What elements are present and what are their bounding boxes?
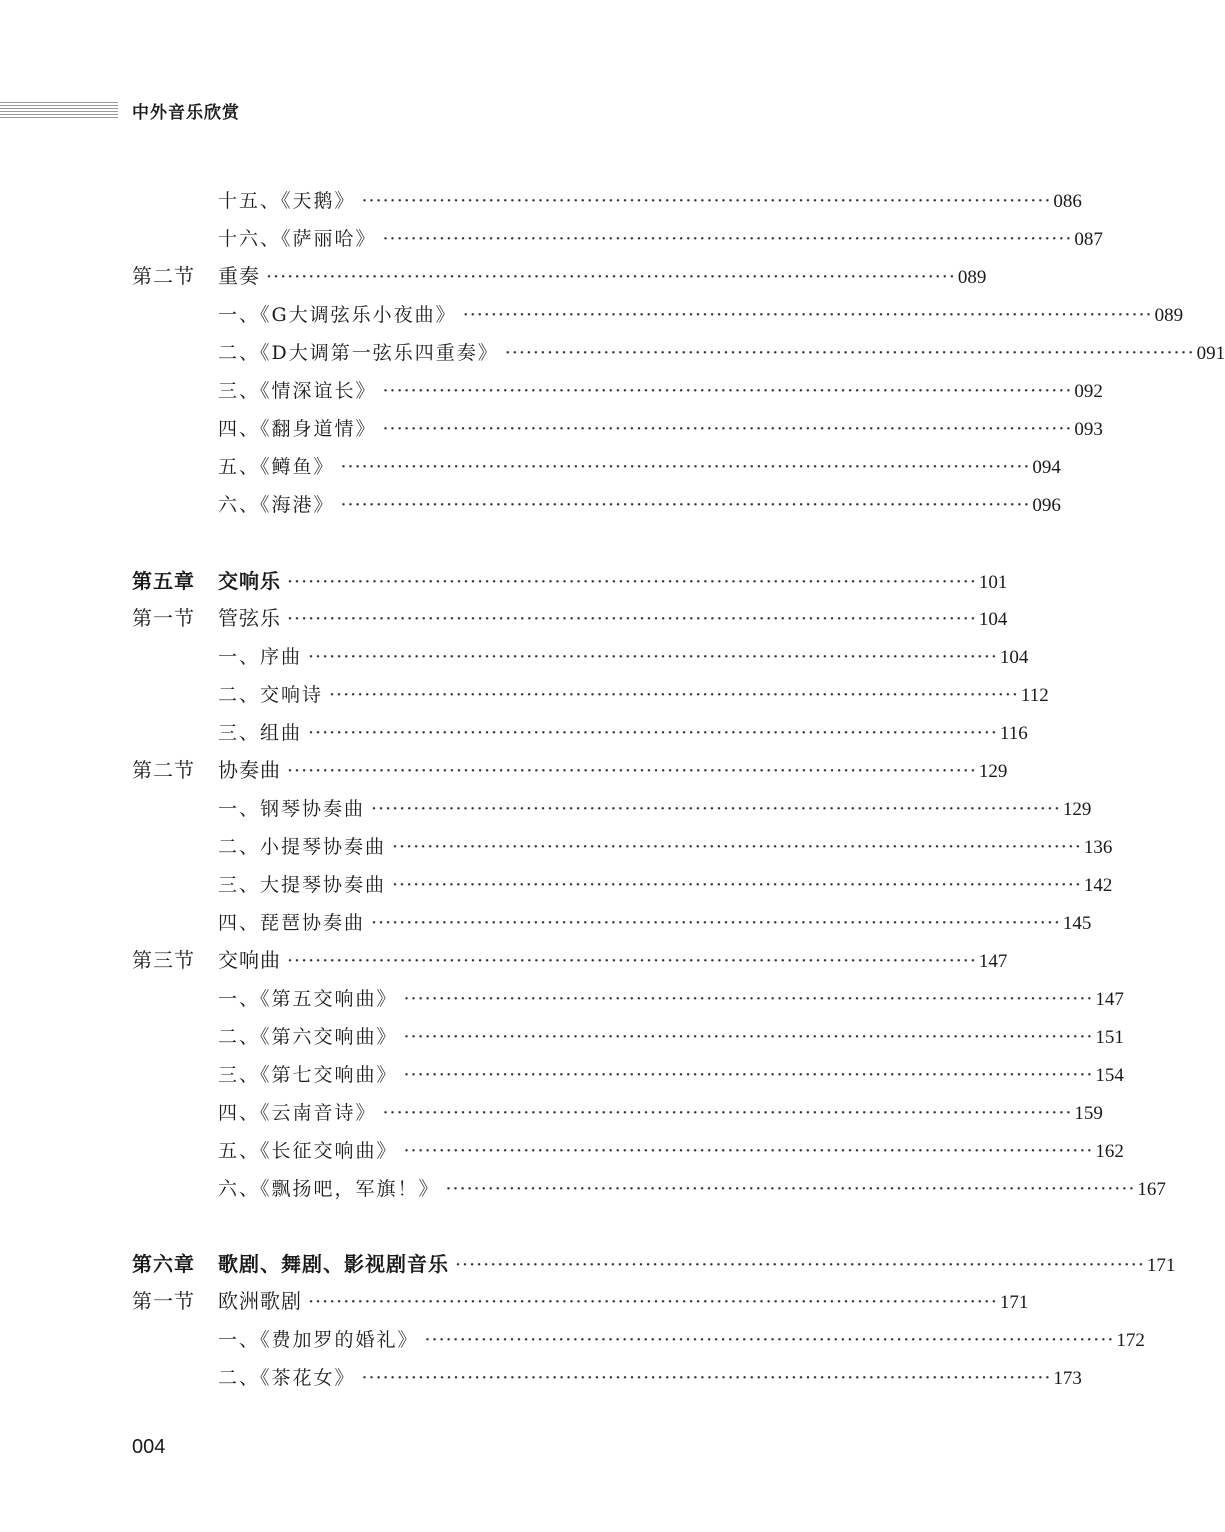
toc-entry-page: 087 — [1074, 229, 1103, 250]
toc-entry-title: 二、《茶花女》 — [218, 1367, 356, 1389]
dot-leader: ·································································································· — [455, 1254, 1145, 1276]
page-number: 004 — [132, 1436, 166, 1458]
running-header-title: 中外音乐欣赏 — [132, 103, 240, 123]
toc-entry-label: 第六章 — [132, 1252, 195, 1276]
toc-entry-label: 第一节 — [132, 608, 195, 630]
toc-entry — [0, 562, 1100, 600]
toc-entry — [0, 258, 1100, 296]
toc-entry — [0, 296, 1184, 334]
toc-entry-title: 三、《情深谊长》 — [218, 380, 377, 402]
toc-entry-page: 147 — [978, 951, 1008, 972]
dot-leader: ·································································································· — [361, 190, 1052, 212]
toc-entry-page: 136 — [1083, 837, 1113, 858]
dot-leader: ·································································································· — [462, 304, 1153, 326]
dot-leader: ·································································································· — [382, 1102, 1073, 1124]
dot-leader: ·································································································· — [382, 228, 1073, 250]
toc-entry — [0, 790, 1100, 828]
toc-entry-page: 129 — [1062, 799, 1092, 820]
toc-entry — [0, 1245, 1176, 1283]
toc-entry — [0, 1283, 1100, 1321]
toc-entry-title: 三、大提琴协奏曲 — [218, 874, 387, 896]
toc-entry-page: 171 — [999, 1292, 1029, 1313]
toc-entry-title: 交响曲 — [218, 950, 281, 972]
toc-entry-page: 094 — [1032, 457, 1061, 478]
dot-leader: ·································································································· — [266, 266, 956, 288]
toc-entry-label: 第二节 — [132, 266, 195, 288]
dot-leader: ·································································································· — [424, 1329, 1115, 1351]
toc-entry-page: 086 — [1053, 191, 1082, 212]
dot-leader: ·································································································· — [403, 1140, 1094, 1162]
toc-entry-title: 交响乐 — [218, 569, 281, 593]
toc-entry-page: 093 — [1074, 419, 1103, 440]
toc-entry — [0, 904, 1100, 942]
toc-entry-title: 六、《海港》 — [218, 494, 335, 516]
toc-entry-page: 116 — [999, 723, 1028, 744]
toc-entry — [0, 676, 1100, 714]
toc-entry-page: 167 — [1137, 1179, 1166, 1200]
dot-leader: ·································································································· — [382, 380, 1073, 402]
dot-leader: ·································································································· — [382, 418, 1073, 440]
toc-entry-page: 173 — [1053, 1368, 1082, 1389]
toc-entry — [0, 334, 1225, 372]
dot-leader: ·································································································· — [329, 684, 1019, 706]
toc-entry-page: 089 — [1154, 305, 1184, 326]
dot-leader: ·································································································· — [371, 798, 1061, 820]
toc-entry-title: 二、《D大调第一弦乐四重奏》 — [218, 342, 499, 364]
toc-entry-page: 171 — [1146, 1255, 1176, 1276]
dot-leader: ·································································································· — [308, 722, 998, 744]
toc-entry-title: 三、《第七交响曲》 — [218, 1064, 398, 1086]
toc-entry-page: 101 — [978, 572, 1008, 593]
toc-entry-page: 104 — [978, 609, 1008, 630]
toc-entry-title: 一、序曲 — [218, 646, 303, 668]
toc-entry — [0, 1018, 1124, 1056]
toc-entry-page: 089 — [957, 267, 987, 288]
dot-leader: ·································································································· — [403, 988, 1094, 1010]
toc-entry-title: 五、《鳟鱼》 — [218, 456, 335, 478]
toc-entry-page: 091 — [1196, 343, 1225, 364]
toc-entry-title: 四、《云南音诗》 — [218, 1102, 377, 1124]
toc-entry — [0, 1321, 1145, 1359]
toc-entry — [0, 448, 1100, 486]
toc-entry-title: 四、《翻身道情》 — [218, 418, 377, 440]
toc-entry-page: 172 — [1116, 1330, 1145, 1351]
toc-entry-page: 154 — [1095, 1065, 1124, 1086]
toc-entry — [0, 942, 1100, 980]
toc-entry — [0, 1094, 1103, 1132]
toc-entry-page: 096 — [1032, 495, 1061, 516]
toc-entry-page: 159 — [1074, 1103, 1103, 1124]
dot-leader: ·································································································· — [340, 494, 1031, 516]
toc-entry-title: 二、交响诗 — [218, 684, 324, 706]
toc-entry-page: 112 — [1020, 685, 1049, 706]
toc-entry-page: 151 — [1095, 1027, 1124, 1048]
dot-leader: ·································································································· — [392, 836, 1082, 858]
toc-entry — [0, 638, 1100, 676]
toc-entry — [0, 752, 1100, 790]
toc-entry-page: 092 — [1074, 381, 1103, 402]
toc-entry-title: 欧洲歌剧 — [218, 1291, 302, 1313]
dot-leader: ·································································································· — [392, 874, 1082, 896]
toc-entry-title: 十六、《萨丽哈》 — [218, 228, 377, 250]
toc-entry-title: 三、组曲 — [218, 722, 303, 744]
toc-entry — [0, 410, 1103, 448]
toc-entry — [0, 828, 1113, 866]
toc-entry-label: 第五章 — [132, 569, 195, 593]
toc-entry-page: 104 — [999, 647, 1029, 668]
dot-leader: ·································································································· — [361, 1367, 1052, 1389]
toc-entry-page: 145 — [1062, 913, 1092, 934]
dot-leader: ·································································································· — [287, 950, 977, 972]
dot-leader: ·································································································· — [403, 1026, 1094, 1048]
toc-entry-title: 管弦乐 — [218, 608, 281, 630]
toc-entry-title: 一、《费加罗的婚礼》 — [218, 1329, 419, 1351]
toc-entry — [0, 1359, 1100, 1397]
toc-entry — [0, 182, 1100, 220]
toc-entry-page: 129 — [978, 761, 1008, 782]
toc-entry-label: 第三节 — [132, 950, 195, 972]
toc-entry-title: 十五、《天鹅》 — [218, 190, 356, 212]
dot-leader: ·································································································· — [308, 1291, 998, 1313]
toc-entry-title: 二、小提琴协奏曲 — [218, 836, 387, 858]
dot-leader: ·································································································· — [308, 646, 998, 668]
dot-leader: ·································································································· — [340, 456, 1031, 478]
toc-entry — [0, 714, 1100, 752]
toc-entry-page: 162 — [1095, 1141, 1124, 1162]
toc-entry-label: 第二节 — [132, 760, 195, 782]
dot-leader: ·································································································· — [287, 760, 977, 782]
toc-entry — [0, 372, 1103, 410]
toc-entry — [0, 1056, 1124, 1094]
dot-leader: ·································································································· — [287, 608, 977, 630]
dot-leader: ·································································································· — [287, 571, 977, 593]
toc-entry-title: 五、《长征交响曲》 — [218, 1140, 398, 1162]
toc-entry — [0, 980, 1124, 1018]
toc-entry-title: 重奏 — [218, 266, 260, 288]
toc-entry-page: 147 — [1095, 989, 1124, 1010]
toc-entry-title: 协奏曲 — [218, 760, 281, 782]
toc-entry-title: 一、《G大调弦乐小夜曲》 — [218, 304, 457, 326]
toc-entry — [0, 220, 1103, 258]
toc-entry — [0, 600, 1100, 638]
toc-entry-page: 142 — [1083, 875, 1113, 896]
toc-entry-title: 四、琵琶协奏曲 — [218, 912, 366, 934]
toc-entry — [0, 486, 1100, 524]
dot-leader: ·································································································· — [371, 912, 1061, 934]
toc-entry — [0, 866, 1113, 904]
toc-entry — [0, 1170, 1166, 1208]
dot-leader: ·································································································· — [445, 1178, 1136, 1200]
toc-entry-title: 一、钢琴协奏曲 — [218, 798, 366, 820]
toc-entry-title: 二、《第六交响曲》 — [218, 1026, 398, 1048]
dot-leader: ·································································································· — [403, 1064, 1094, 1086]
toc-entry — [0, 1132, 1124, 1170]
toc-entry-title: 六、《飘扬吧，军旗！》 — [218, 1178, 440, 1200]
toc-entry-label: 第一节 — [132, 1291, 195, 1313]
toc-entry-title: 一、《第五交响曲》 — [218, 988, 398, 1010]
toc-entry-title: 歌剧、舞剧、影视剧音乐 — [218, 1252, 449, 1276]
dot-leader: ·································································································· — [504, 342, 1195, 364]
